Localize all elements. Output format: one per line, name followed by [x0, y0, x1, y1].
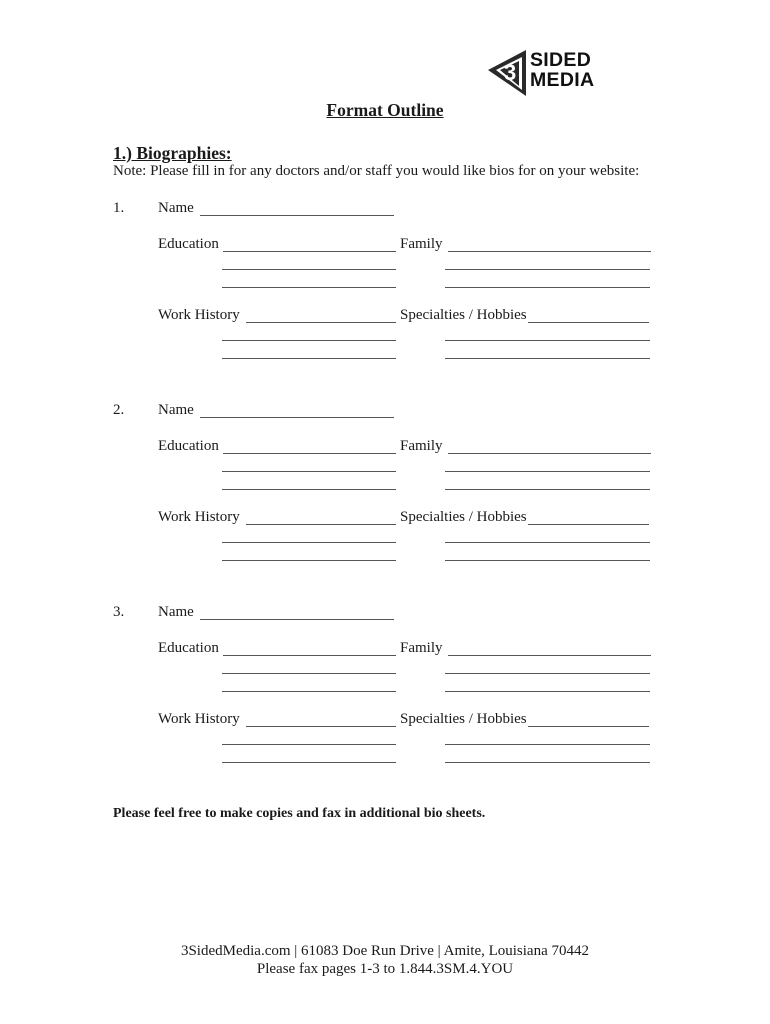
page-title: Format Outline [326, 100, 444, 120]
work-history-field-3[interactable] [222, 762, 396, 763]
family-label: Family [400, 640, 443, 656]
family-field-3[interactable] [445, 287, 650, 288]
logo-line-2: MEDIA [530, 69, 595, 91]
work-history-field-2[interactable] [222, 340, 396, 341]
education-field-1[interactable] [223, 655, 396, 656]
education-label: Education [158, 438, 219, 454]
family-field-3[interactable] [445, 489, 650, 490]
logo-line-1: SIDED [530, 49, 592, 71]
education-field-2[interactable] [222, 269, 396, 270]
work-history-field-3[interactable] [222, 358, 396, 359]
family-label: Family [400, 236, 443, 252]
education-field-1[interactable] [223, 251, 396, 252]
family-field-2[interactable] [445, 673, 650, 674]
closing-note: Please feel free to make copies and fax in additional bio sheets. [113, 806, 486, 821]
company-logo [486, 46, 616, 102]
footer-address: 3SidedMedia.com | 61083 Doe Run Drive | Amite, Louisiana 70442 [180, 943, 590, 959]
entry-number: 2. [113, 402, 125, 418]
family-field-3[interactable] [445, 691, 650, 692]
education-label: Education [158, 236, 219, 252]
specialties-field-3[interactable] [445, 560, 650, 561]
specialties-field-3[interactable] [445, 358, 650, 359]
section-heading: 1.) Biographies: [113, 143, 232, 163]
family-field-1[interactable] [448, 655, 651, 656]
logo-wordmark [530, 50, 594, 90]
name-label: Name [158, 402, 194, 418]
work-history-label: Work History [158, 307, 240, 323]
education-field-3[interactable] [222, 287, 396, 288]
family-field-1[interactable] [448, 453, 651, 454]
education-label: Education [158, 640, 219, 656]
entry-number: 1. [113, 200, 125, 216]
specialties-field-1[interactable] [528, 322, 649, 323]
work-history-field-2[interactable] [222, 542, 396, 543]
family-field-2[interactable] [445, 269, 650, 270]
family-field-1[interactable] [448, 251, 651, 252]
logo-mark: 3 [504, 60, 517, 85]
footer-fax-note: Please fax pages 1-3 to 1.844.3SM.4.YOU [256, 961, 514, 977]
specialties-field-2[interactable] [445, 542, 650, 543]
work-history-label: Work History [158, 509, 240, 525]
name-field[interactable] [200, 619, 394, 620]
name-label: Name [158, 604, 194, 620]
education-field-3[interactable] [222, 489, 396, 490]
cube-3-logo-icon [486, 46, 532, 102]
work-history-field-1[interactable] [246, 322, 396, 323]
specialties-field-2[interactable] [445, 744, 650, 745]
specialties-label: Specialties / Hobbies [400, 307, 527, 323]
work-history-field-3[interactable] [222, 560, 396, 561]
work-history-field-1[interactable] [246, 524, 396, 525]
work-history-field-1[interactable] [246, 726, 396, 727]
name-field[interactable] [200, 417, 394, 418]
specialties-label: Specialties / Hobbies [400, 711, 527, 727]
family-label: Family [400, 438, 443, 454]
section-note: Note: Please fill in for any doctors and/or staff you would like bios for on your website: [113, 163, 640, 179]
specialties-field-1[interactable] [528, 524, 649, 525]
name-label: Name [158, 200, 194, 216]
specialties-label: Specialties / Hobbies [400, 509, 527, 525]
education-field-1[interactable] [223, 453, 396, 454]
specialties-field-1[interactable] [528, 726, 649, 727]
work-history-field-2[interactable] [222, 744, 396, 745]
specialties-field-2[interactable] [445, 340, 650, 341]
education-field-3[interactable] [222, 691, 396, 692]
family-field-2[interactable] [445, 471, 650, 472]
entry-number: 3. [113, 604, 125, 620]
education-field-2[interactable] [222, 673, 396, 674]
work-history-label: Work History [158, 711, 240, 727]
specialties-field-3[interactable] [445, 762, 650, 763]
name-field[interactable] [200, 215, 394, 216]
education-field-2[interactable] [222, 471, 396, 472]
